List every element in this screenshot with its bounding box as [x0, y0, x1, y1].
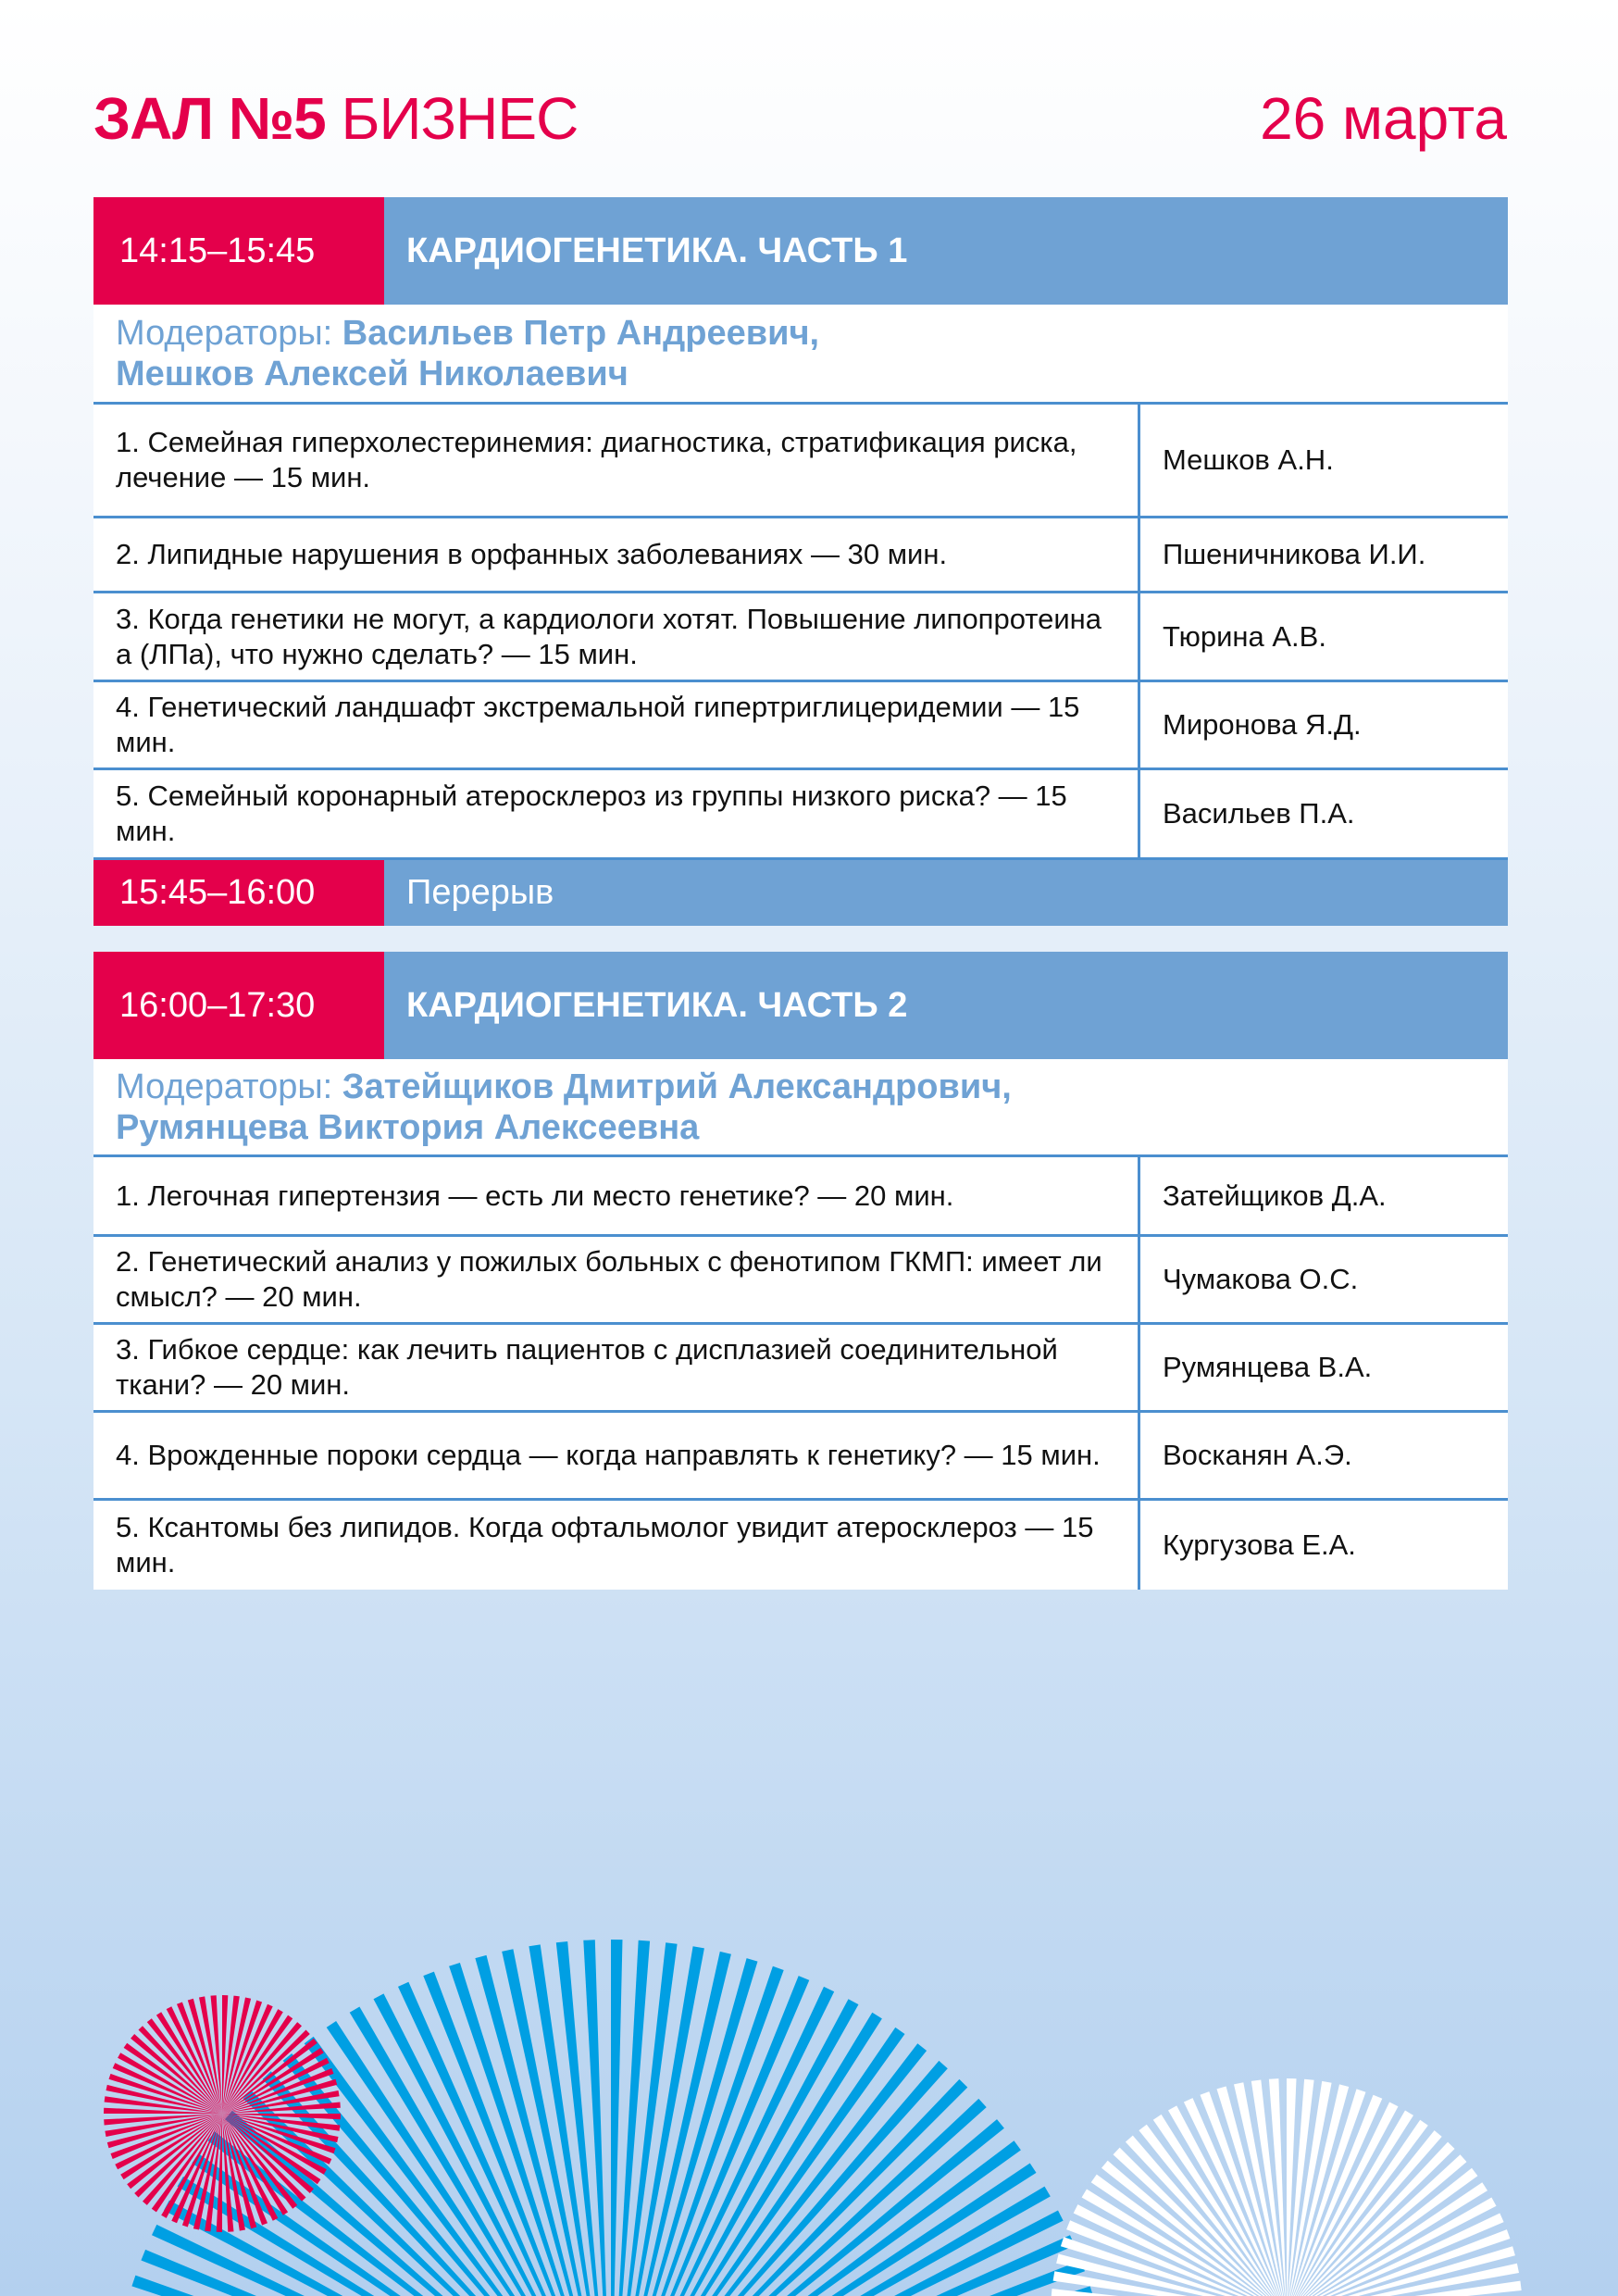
talk-title: 1. Семейная гиперхолестеринемия: диагностика, стратификация риска, лечение — 15 мин. [93, 405, 1140, 516]
talk-title: 2. Липидные нарушения в орфанных заболеваниях — 30 мин. [93, 518, 1140, 591]
talk-speaker: Чумакова О.С. [1163, 1263, 1359, 1295]
page-title [93, 81, 578, 156]
talk-title: 5. Ксантомы без липидов. Когда офтальмолог увидит атеросклероз — 15 мин. [93, 1501, 1140, 1590]
talk-speaker: Румянцева В.А. [1163, 1351, 1373, 1383]
fan-ray [1201, 2091, 1281, 2296]
hall-number: ЗАЛ №5 [93, 85, 326, 152]
moderator-name: Затейщиков Дмитрий Александрович, [342, 1067, 1012, 1106]
fan-ray [670, 1976, 809, 2296]
session-time: 16:00–17:30 [93, 952, 384, 1059]
moderator-name: Мешков Алексей Николаевич [116, 354, 629, 393]
talk-row [93, 405, 1508, 518]
break-label: Перерыв [384, 860, 1508, 926]
talk-row [93, 1413, 1508, 1501]
moderator-name: Васильев Петр Андреевич, [342, 313, 820, 353]
white-fan [1052, 2078, 1522, 2296]
moderator-name: Румянцева Виктория Алексеевна [116, 1107, 700, 1147]
talk-speaker: Пшеничникова И.И. [1163, 538, 1426, 570]
talk-speaker: Кургузова Е.А. [1163, 1529, 1356, 1561]
moderators [93, 1059, 1508, 1157]
talk-speaker: Затейщиков Д.А. [1163, 1179, 1387, 1212]
fan-ray [131, 2276, 193, 2296]
hall-name: БИЗНЕС [341, 85, 579, 152]
session-header [93, 952, 1508, 1059]
talk-title: 2. Генетический анализ у пожилых больных с фенотипом ГКМП: имеет ли смысл? — 20 мин. [93, 1237, 1140, 1322]
talk-row [93, 593, 1508, 682]
talk-list [93, 1157, 1508, 1590]
break-time: 15:45–16:00 [93, 860, 384, 926]
talk-list [93, 405, 1508, 860]
talk-row [93, 1157, 1508, 1237]
talk-row [93, 1237, 1508, 1325]
talk-title: 5. Семейный коронарный атеросклероз из группы низкого риска? — 15 мин. [93, 770, 1140, 857]
fan-ray [738, 2061, 948, 2296]
fan-ray [1289, 2081, 1332, 2296]
talk-row [93, 1325, 1508, 1413]
fan-ray [131, 2034, 222, 2114]
talk-row [93, 518, 1508, 593]
talk-row [93, 1501, 1508, 1590]
talk-speaker: Восканян А.Э. [1163, 1439, 1352, 1471]
fan-ray [583, 1940, 606, 2296]
red-burst [104, 1995, 341, 2232]
moderators-label: Модераторы: [116, 1067, 333, 1106]
session-header [93, 197, 1508, 305]
talk-row [93, 770, 1508, 860]
session-title: КАРДИОГЕНЕТИКА. ЧАСТЬ 2 [384, 952, 1508, 1059]
session-time: 14:15–15:45 [93, 197, 384, 305]
moderators [93, 305, 1508, 405]
break-row [93, 860, 1508, 926]
session-2 [93, 952, 1508, 1590]
talk-speaker: Мешков А.Н. [1163, 443, 1334, 476]
fan-ray [611, 1940, 623, 2296]
talk-title: 3. Когда генетики не могут, а кардиологи хотят. Повышение липопротеина а (ЛПа), что нужно сделать? — 15 мин. [93, 593, 1140, 680]
talk-title: 1. Легочная гипертензия — есть ли место генетике? — 20 мин. [93, 1157, 1140, 1234]
moderators-label: Модераторы: [116, 313, 333, 353]
blue-fan [131, 1940, 1093, 2296]
fan-ray [104, 2108, 222, 2114]
talk-title: 4. Врожденные пороки сердца — когда направлять к генетику? — 15 мин. [93, 1413, 1140, 1498]
session-1 [93, 197, 1508, 926]
fan-ray [143, 2114, 222, 2205]
fan-ray [263, 2071, 476, 2296]
session-title: КАРДИОГЕНЕТИКА. ЧАСТЬ 1 [384, 197, 1508, 305]
fan-ray [222, 1995, 228, 2114]
event-date: 26 марта [1260, 85, 1507, 152]
talk-speaker: Миронова Я.Д. [1163, 708, 1362, 741]
talk-row [93, 682, 1508, 770]
talk-speaker: Тюрина А.В. [1163, 619, 1326, 653]
talk-title: 4. Генетический ландшафт экстремальной гипертриглицеридемии — 15 мин. [93, 682, 1140, 767]
talk-speaker: Васильев П.А. [1163, 797, 1355, 830]
talk-title: 3. Гибкое сердце: как лечить пациентов с дисплазией соединительной ткани? — 20 мин. [93, 1325, 1140, 1410]
